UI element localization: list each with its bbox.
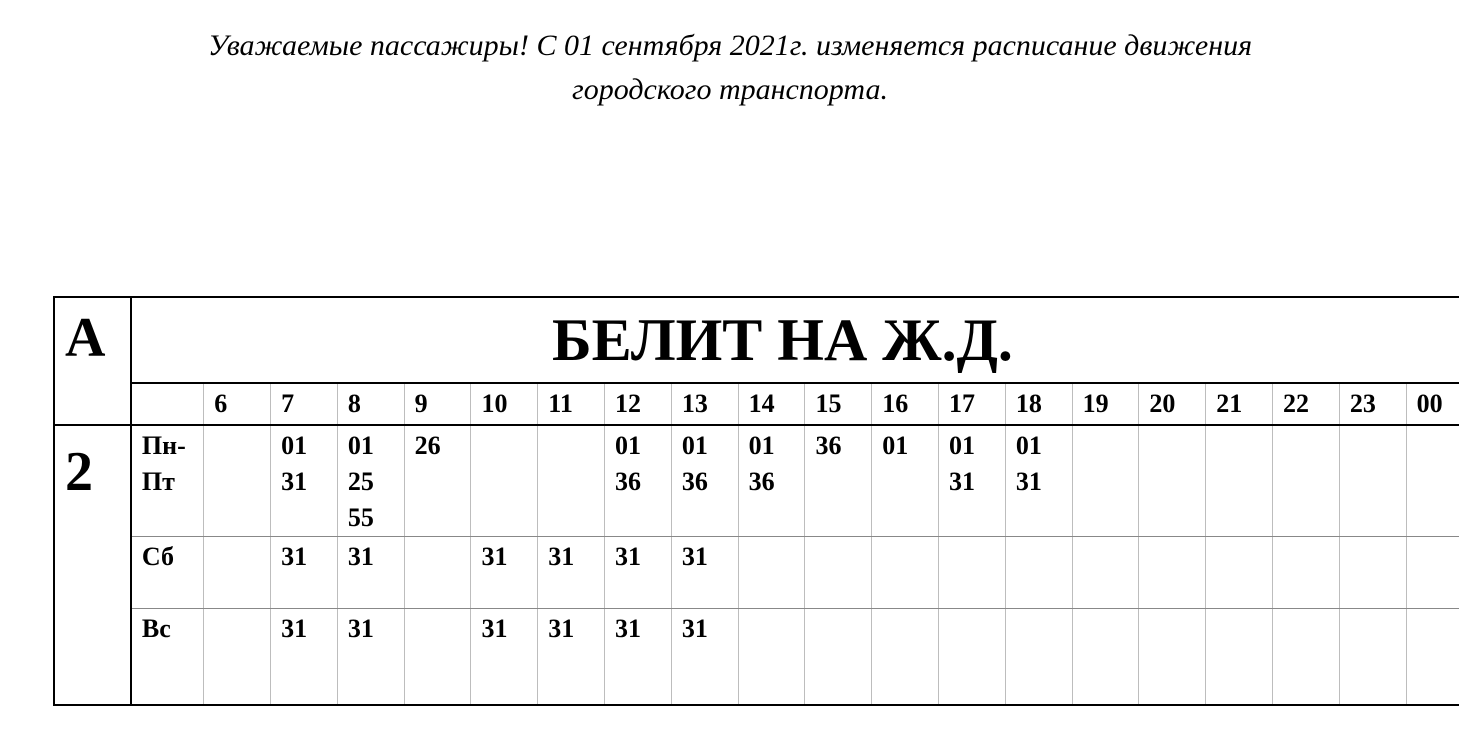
departure-minutes-cell [1072, 609, 1139, 705]
departure-minutes-cell [872, 537, 939, 609]
departure-minutes-cell [1139, 609, 1206, 705]
departure-minutes-cell: 31 [271, 609, 338, 705]
departure-minutes-cell: 31 [671, 609, 738, 705]
departure-minutes-cell: 31 [271, 537, 338, 609]
departure-minutes-cell: 31 [337, 537, 404, 609]
departure-minutes-cell: 01 25 55 [337, 425, 404, 537]
departure-minutes-cell [1005, 609, 1072, 705]
departure-minutes-cell [1072, 537, 1139, 609]
departure-minutes-cell [1206, 609, 1273, 705]
departure-minutes-cell: 31 [471, 537, 538, 609]
day-label-line-1: Вс [141, 614, 171, 643]
hour-header-7: 7 [271, 383, 338, 425]
route-letter: А [54, 297, 131, 425]
hour-header-17: 17 [939, 383, 1006, 425]
day-label-line-1: Пн- [141, 431, 186, 460]
departure-minutes-cell [872, 609, 939, 705]
departure-minutes-cell [939, 609, 1006, 705]
departure-minutes-cell [939, 537, 1006, 609]
day-label [131, 537, 204, 609]
departure-minutes-cell [404, 609, 471, 705]
departure-minutes-cell [538, 425, 605, 537]
departure-minutes-cell: 36 [805, 425, 872, 537]
departure-minutes-cell [1406, 609, 1459, 705]
day-label [131, 425, 204, 537]
departure-minutes-cell [738, 537, 805, 609]
day-label-line-1: Сб [141, 542, 174, 571]
schedule-row [54, 609, 1459, 705]
departure-minutes-cell [1005, 537, 1072, 609]
hour-header-22: 22 [1273, 383, 1340, 425]
departure-minutes-cell: 31 [538, 609, 605, 705]
hour-header-6: 6 [204, 383, 271, 425]
route-number: 2 [54, 425, 131, 705]
hour-header-14: 14 [738, 383, 805, 425]
hour-header-15: 15 [805, 383, 872, 425]
notice-line-1: Уважаемые пассажиры! С 01 сентября 2021г. изменяется расписание движения [207, 29, 1253, 62]
departure-minutes-cell: 31 [605, 537, 672, 609]
departure-minutes-cell: 01 31 [939, 425, 1006, 537]
departure-minutes-cell [1406, 425, 1459, 537]
hour-header-8: 8 [337, 383, 404, 425]
departure-minutes-cell [204, 425, 271, 537]
departure-minutes-cell [1139, 537, 1206, 609]
departure-minutes-cell: 01 [872, 425, 939, 537]
departure-minutes-cell: 01 31 [1005, 425, 1072, 537]
departure-minutes-cell [1139, 425, 1206, 537]
hour-header-12: 12 [605, 383, 672, 425]
departure-minutes-cell [1339, 425, 1406, 537]
hour-header-13: 13 [671, 383, 738, 425]
hour-header-23: 23 [1339, 383, 1406, 425]
departure-minutes-cell [1273, 537, 1340, 609]
notice-text [60, 24, 1400, 112]
departure-minutes-cell [204, 609, 271, 705]
departure-minutes-cell: 26 [404, 425, 471, 537]
hours-header-row [54, 383, 1459, 425]
departure-minutes-cell [404, 537, 471, 609]
departure-minutes-cell [1339, 537, 1406, 609]
departure-minutes-cell: 31 [671, 537, 738, 609]
departure-minutes-cell: 01 36 [738, 425, 805, 537]
departure-minutes-cell: 01 36 [605, 425, 672, 537]
day-label-line-2: Пт [141, 467, 175, 496]
departure-minutes-cell [1273, 609, 1340, 705]
departure-minutes-cell [1273, 425, 1340, 537]
schedule-table [53, 296, 1459, 706]
departure-minutes-cell: 31 [538, 537, 605, 609]
departure-minutes-cell: 31 [337, 609, 404, 705]
departure-minutes-cell [1339, 609, 1406, 705]
hour-header-10: 10 [471, 383, 538, 425]
hour-header-18: 18 [1005, 383, 1072, 425]
departure-minutes-cell [204, 537, 271, 609]
departure-minutes-cell: 31 [605, 609, 672, 705]
departure-minutes-cell [1206, 425, 1273, 537]
hour-header-16: 16 [872, 383, 939, 425]
hour-header-20: 20 [1139, 383, 1206, 425]
departure-minutes-cell [471, 425, 538, 537]
stop-name: БЕЛИТ НА Ж.Д. [131, 297, 1459, 383]
departure-minutes-cell: 31 [471, 609, 538, 705]
departure-minutes-cell [1206, 537, 1273, 609]
departure-minutes-cell [805, 609, 872, 705]
departure-minutes-cell: 01 36 [671, 425, 738, 537]
departure-minutes-cell: 01 31 [271, 425, 338, 537]
hour-header-00: 00 [1406, 383, 1459, 425]
hour-header-21: 21 [1206, 383, 1273, 425]
schedule-row [54, 537, 1459, 609]
notice-line-2: городского транспорта. [572, 73, 888, 106]
departure-minutes-cell [738, 609, 805, 705]
departure-minutes-cell [1072, 425, 1139, 537]
schedule-row [54, 425, 1459, 537]
hour-header-9: 9 [404, 383, 471, 425]
hour-header-19: 19 [1072, 383, 1139, 425]
departure-minutes-cell [1406, 537, 1459, 609]
departure-minutes-cell [805, 537, 872, 609]
day-label [131, 609, 204, 705]
hour-header-11: 11 [538, 383, 605, 425]
hour-header-blank [131, 383, 204, 425]
